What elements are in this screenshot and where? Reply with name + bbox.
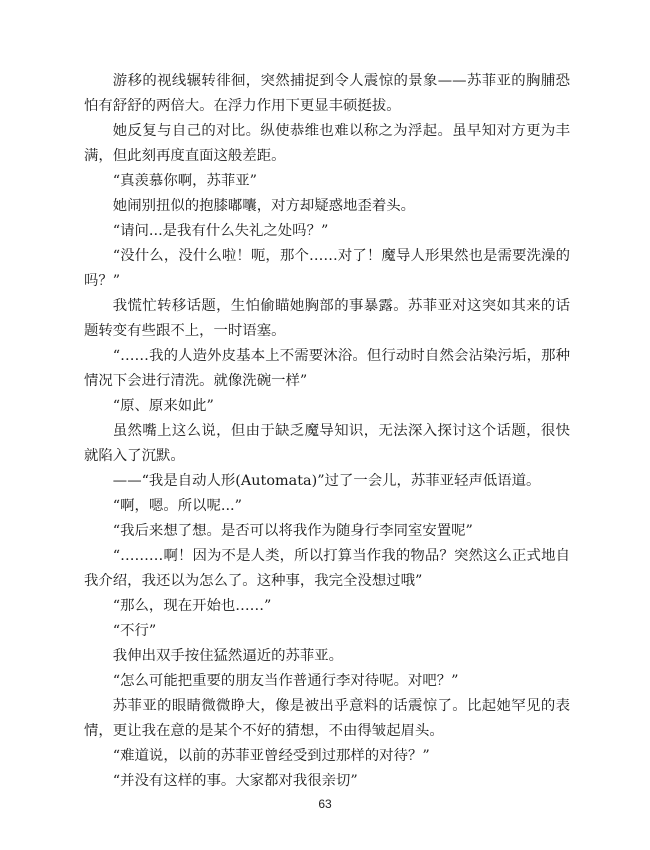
paragraph: “怎么可能把重要的朋友当作普通行李对待呢。对吧？” [112,673,459,689]
paragraph: ——“我是自动人形(Automata)”过了一会儿，苏菲亚轻声低语道。 [112,473,541,489]
paragraph: “我后来想了想。是否可以将我作为随身行李同室安置呢” [112,523,473,539]
paragraph: “……我的人造外皮基本上不需要沐浴。但行动时自然会沾染污垢，那种情况下会进行清洗。就像洗碗一样” [84,348,570,389]
paragraph: 苏菲亚的眼睛微微睁大，像是被出乎意料的话震惊了。比起她罕见的表情，更让我在意的是某个不好的猜想，不由得皱起眉头。 [84,698,570,739]
body-text [84,69,570,794]
paragraph: 虽然嘴上这么说，但由于缺乏魔导知识，无法深入探讨这个话题，很快就陷入了沉默。 [84,423,570,464]
page-number: 63 [318,797,332,811]
paragraph: “啊，嗯。所以呢...” [112,498,242,514]
paragraph: “请问...是我有什么失礼之处吗？” [112,223,329,239]
paragraph: 我慌忙转移话题，生怕偷瞄她胸部的事暴露。苏菲亚对这突如其来的话题转变有些跟不上，一时语塞。 [84,298,570,339]
paragraph: “………啊！因为不是人类，所以打算当作我的物品？突然这么正式地自我介绍，我还以为怎么了。这种事，我完全没想过哦” [84,548,570,589]
paragraph: “真羡慕你啊，苏菲亚” [112,173,258,189]
paragraph: 她闹别扭似的抱膝嘟囔，对方却疑惑地歪着头。 [112,198,416,214]
paragraph: “没什么，没什么啦！呃，那个……对了！魔导人形果然也是需要洗澡的吗？” [84,248,570,289]
paragraph: “那么，现在开始也……” [112,598,272,614]
paragraph: 我伸出双手按住猛然逼近的苏菲亚。 [112,648,344,664]
paragraph: “原、原来如此” [112,398,214,414]
paragraph: “并没有这样的事。大家都对我很亲切” [112,773,358,789]
paragraph: 她反复与自己的对比。纵使恭维也难以称之为浮起。虽早知对方更为丰满，但此刻再度直面这般差距。 [84,123,570,164]
paragraph: “不行” [112,623,157,639]
paragraph: 游移的视线辗转徘徊，突然捕捉到令人震惊的景象——苏菲亚的胸脯恐怕有舒舒的两倍大。在浮力作用下更显丰硕挺拔。 [84,73,570,114]
paragraph: “难道说，以前的苏菲亚曾经受到过那样的对待？” [112,748,430,764]
